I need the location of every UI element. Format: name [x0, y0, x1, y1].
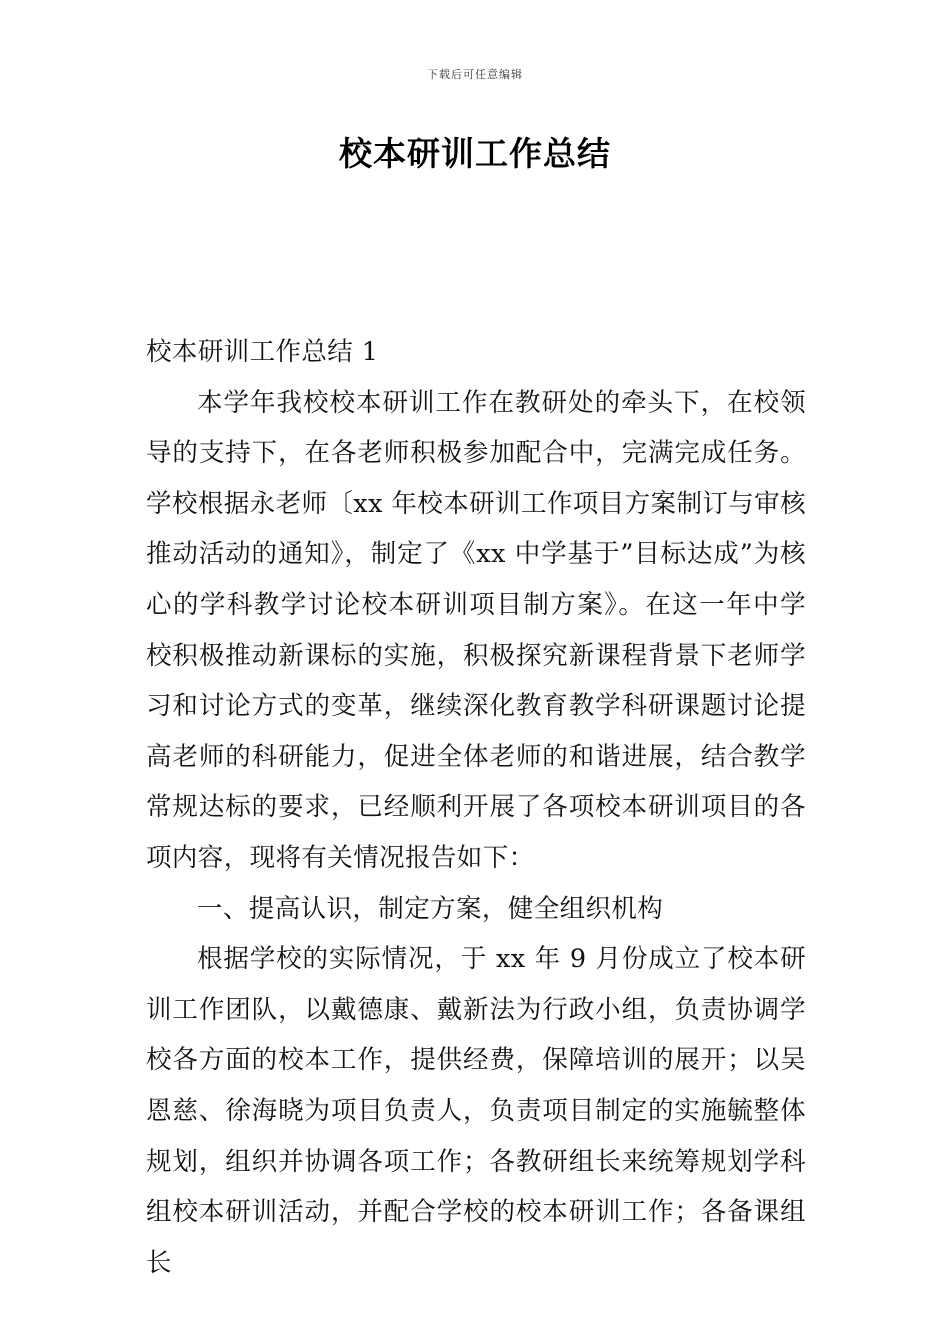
document-body — [146, 327, 806, 1288]
document-title: 校本研训工作总结 — [339, 134, 611, 173]
header-note: 下载后可任意编辑 — [427, 68, 523, 81]
section-heading: 校本研训工作总结 1 — [146, 337, 379, 367]
paragraph-subheading: 一、提高认识，制定方案，健全组织机构 — [197, 893, 664, 924]
paragraph-intro: 本学年我校校本研训工作在教研处的牵头下，在校领导的支持下，在各老师积极参加配合中，完满完成任务。学校根据永老师〔xx 年校本研训工作项目方案制订与审核推动活动的通知》，制定了《xx 中学基于”目标达成”为核心的学科教学讨论校本研训项目制方案》。在这一年中学校积极推动新课标的实施，积极探究新课程背景下老师学习和讨论方式的变革，继续深化教育教学科研课题讨论提高老师的科研能力，促进全体老师的和谐进展，结合教学常规达标的要求，已经顺利开展了各项校本研训项目的各项内容，现将有关情况报告如下： — [146, 387, 806, 873]
paragraph-organization: 根据学校的实际情况，于 xx 年 9 月份成立了校本研训工作团队，以戴德康、戴新法为行政小组，负责协调学校各方面的校本工作，提供经费，保障培训的展开；以吴恩慈、徐海晓为项目负责人，负责项目制定的实施毓整体规划，组织并协调各项工作；各教研组长来统筹规划学科组校本研训活动，并配合学校的校本研训工作；各备课组长 — [146, 944, 806, 1278]
